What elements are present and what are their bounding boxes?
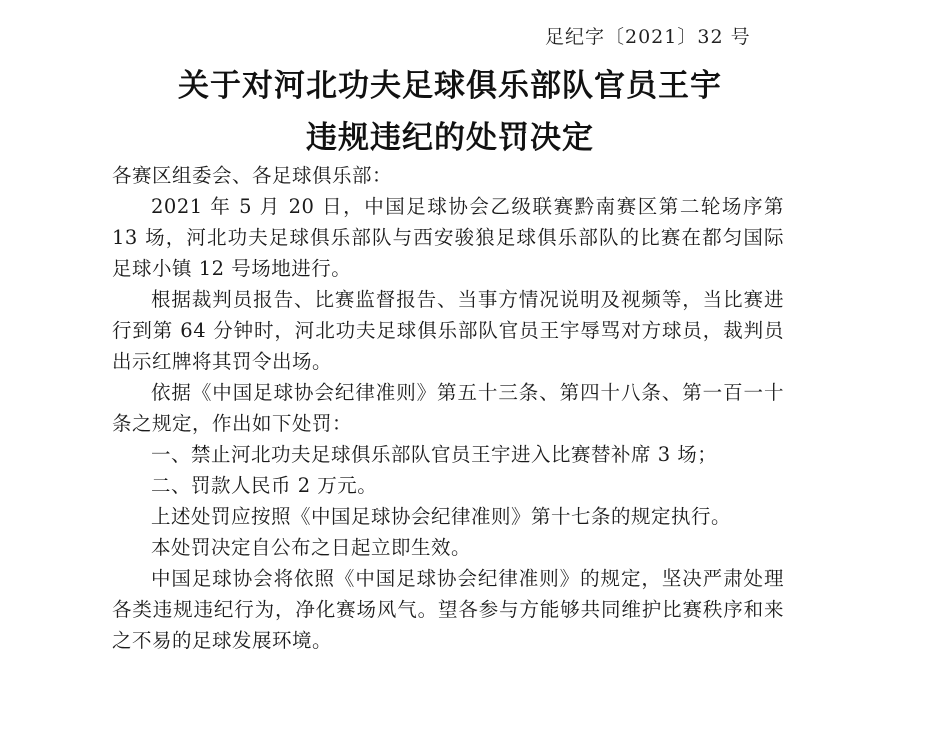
paragraph-penalty-2: 二、罚款人民币 2 万元。 (151, 474, 378, 497)
paragraph-basis: 依据《中国足球协会纪律准则》第五十三条、第四十八条、第一百一十条之规定，作出如下处罚： (112, 381, 784, 435)
paragraph-effective: 本处罚决定自公布之日起立即生效。 (151, 536, 472, 559)
paragraph-closing: 中国足球协会将依照《中国足球协会纪律准则》的规定，坚决严肃处理各类违规违纪行为，净化赛场风气。望各参与方能够共同维护比赛秩序和来之不易的足球发展环境。 (112, 567, 784, 652)
document-body (112, 160, 784, 656)
document-title-line-1: 关于对河北功夫足球俱乐部队官员王宇 (178, 68, 722, 104)
paragraph-match-info: 2021 年 5 月 20 日，中国足球协会乙级联赛黔南赛区第二轮场序第 13 场，河北功夫足球俱乐部队与西安骏狼足球俱乐部队的比赛在都匀国际足球小镇 12 号场地进行。 (112, 195, 784, 280)
document-number: 足纪字〔2021〕32 号 (545, 26, 751, 48)
salutation: 各赛区组委会、各足球俱乐部： (112, 164, 393, 187)
paragraph-penalty-1: 一、禁止河北功夫足球俱乐部队官员王宇进入比赛替补席 3 场； (151, 443, 718, 466)
paragraph-execution: 上述处罚应按照《中国足球协会纪律准则》第十七条的规定执行。 (151, 505, 732, 528)
paragraph-incident: 根据裁判员报告、比赛监督报告、当事方情况说明及视频等，当比赛进行到第 64 分钟时，河北功夫足球俱乐部队官员王宇辱骂对方球员，裁判员出示红牌将其罚令出场。 (112, 288, 784, 373)
document-title-line-2: 违规违纪的处罚决定 (306, 120, 594, 156)
